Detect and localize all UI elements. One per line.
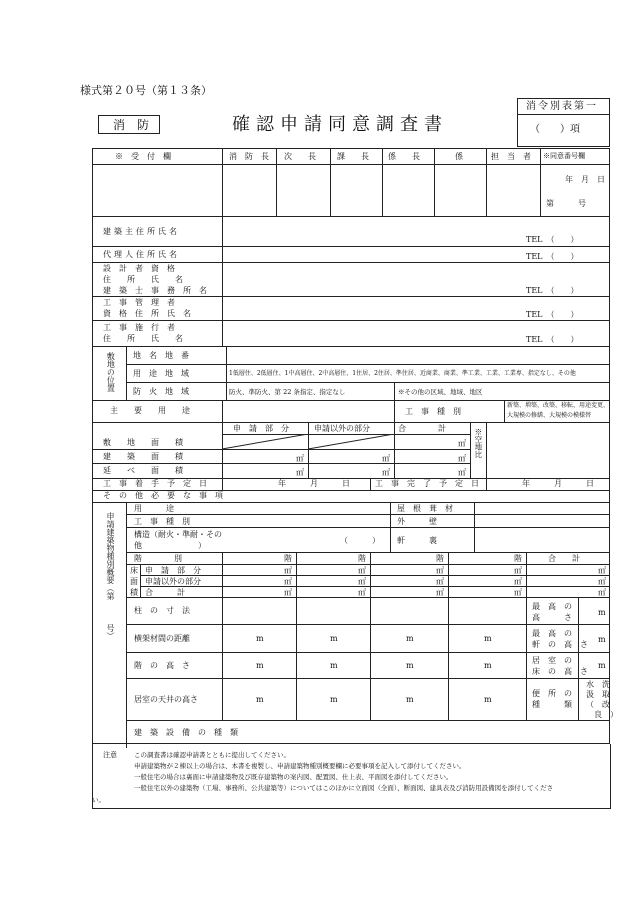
m-fh-4: m (484, 661, 492, 670)
floor-col-4: 階 (514, 554, 522, 563)
max-height-label-1: 最 高 の (532, 602, 572, 611)
supervisor-label-1: 工 事 管 理 者 (103, 298, 175, 307)
sqm-2-2: ㎡ (358, 577, 366, 586)
contractor-tel: TEL （ ） (526, 335, 579, 344)
end-date-label: 工 事 完 了 予 定 日 (375, 479, 479, 488)
toilet-pit: 汲 取 (586, 690, 610, 699)
m-fh-3: m (406, 661, 414, 670)
structure-paren: （ ） (340, 536, 380, 545)
reference-box (517, 98, 610, 147)
zoning-label: 用 途 地 域 (133, 369, 189, 378)
other-area-label: ※その他の区域、地域、地区 (398, 388, 483, 396)
m-beam-4: m (484, 634, 492, 643)
sqm-1-3: ㎡ (436, 566, 444, 575)
toilet-improved-1: （ 改 (586, 700, 610, 709)
site-area-diagonal-2 (308, 434, 394, 449)
m-beam-2: m (330, 634, 338, 643)
col-apply: 申 請 部 分 (233, 424, 289, 433)
floor-area-char-2: 面 (130, 577, 138, 586)
sqm-3-2: ㎡ (358, 588, 366, 597)
work-type-options-1: 新築、増築、改築、移転、用途変更、 (507, 402, 610, 409)
bldg-other-unit: ㎡ (382, 454, 390, 463)
start-date-value: 年 月 日 (278, 479, 350, 488)
staff-header: 係 (455, 152, 463, 161)
contractor-label-2: 住 所 氏 名 (103, 334, 183, 343)
site-area-label: 敷 地 面 積 (103, 438, 183, 447)
floor-total-unit: ㎡ (458, 468, 466, 477)
floor-area-char-3: 積 (130, 588, 138, 597)
work-type-label: 工 事 種 別 (405, 407, 461, 416)
col-other: 申請以外の部分 (314, 424, 370, 433)
toilet-flush: 水 洗 (586, 680, 610, 689)
reference-title: 消令別表第一 (526, 101, 598, 112)
consent-number: 第 号 (546, 199, 586, 208)
sqm-3-4: ㎡ (514, 588, 522, 597)
max-eave-label-1: 最 高 の (532, 629, 572, 638)
overview-side-label: 申請建築物種別概要（第 号） (106, 512, 115, 640)
coverage-ratio-label: ※空地比 (473, 428, 483, 458)
room-floor-label-1: 居 室 の (532, 656, 572, 665)
structure-label-1: 構造（耐火・準耐・その (134, 530, 222, 539)
main-use-label: 主 要 用 途 (110, 406, 190, 415)
floor-row-other: 申請以外の部分 (145, 577, 201, 586)
department-box (98, 115, 160, 134)
department-label: 消 防 (113, 118, 150, 132)
m-fh-2: m (330, 661, 338, 670)
max-eave-label-2: 軒 の 高 さ (532, 640, 588, 649)
toilet-label-2: 種 類 (532, 700, 572, 709)
wall-label: 外 壁 (397, 517, 437, 526)
receipt-header: ※ 受 付 欄 (115, 152, 171, 161)
sqm-2-5: ㎡ (598, 577, 606, 586)
sqm-2-4: ㎡ (514, 577, 522, 586)
max-height-label-2: 高 さ (532, 613, 572, 622)
supervisor-tel: TEL （ ） (526, 310, 579, 319)
incharge-header: 担 当 者 (491, 152, 531, 161)
floor-col-1: 階 (284, 554, 292, 563)
start-date-label: 工 事 着 手 予 定 日 (103, 479, 207, 488)
agent-label: 代理人住所氏名 (103, 250, 180, 259)
max-height-unit: m (598, 608, 606, 617)
designer-label-1: 設 計 者 資 格 (103, 264, 175, 273)
sqm-1-1: ㎡ (284, 566, 292, 575)
bldg-apply-unit: ㎡ (296, 454, 304, 463)
notes-label: 注意 (103, 751, 117, 759)
sqm-1-2: ㎡ (358, 566, 366, 575)
floor-row-apply: 申 請 部 分 (145, 566, 201, 575)
contractor-label-1: 工 事 施 行 者 (103, 323, 175, 332)
note-line-1: この調査書は確認申請書とともに提出してください。 (134, 751, 290, 759)
consent-number-header: ※同意番号欄 (543, 152, 585, 160)
designer-tel: TEL （ ） (526, 286, 579, 295)
floor-other-unit: ㎡ (382, 468, 390, 477)
fire-zone-options: 防火、準防火、第 22 条指定、指定なし (229, 388, 346, 396)
sqm-3-5: ㎡ (598, 588, 606, 597)
overview-use-label: 用 途 (134, 504, 174, 513)
room-floor-label-2: 床 の 高 さ (532, 667, 588, 676)
floor-col-2: 階 (358, 554, 366, 563)
m-ceil-2: m (330, 695, 338, 704)
col-total: 合 計 (398, 424, 446, 433)
supervisor-label-2: 資 格 住 所 氏 名 (103, 309, 191, 318)
note-line-5: い。 (92, 796, 105, 804)
deputy-header: 次 長 (284, 152, 316, 161)
floor-col-3: 階 (436, 554, 444, 563)
work-type-options-2: 大規模の修繕、大規模の模様替 (507, 412, 592, 419)
page-title: 確認申請同意調査書 (232, 114, 448, 135)
chief-header: 消 防 長 (229, 152, 269, 161)
m-beam-1: m (256, 634, 264, 643)
agent-tel: TEL （ ） (526, 252, 579, 261)
reference-item: （ ）項 (530, 124, 580, 135)
address-label: 地 名 地 番 (133, 351, 189, 360)
other-matters-label: そ の 他 必 要 な 事 項 (103, 491, 223, 500)
designer-label-2: 住 所 氏 名 (103, 275, 183, 284)
floor-row-total: 合 計 (145, 588, 185, 597)
ceiling-height-label: 居室の天井の高さ (134, 695, 198, 704)
consent-date: 年 月 日 (565, 175, 605, 184)
sqm-2-3: ㎡ (436, 577, 444, 586)
floor-area-label: 延 べ 面 積 (103, 466, 183, 475)
m-ceil-1: m (256, 695, 264, 704)
toilet-improved-2: 良 ） (586, 710, 618, 719)
owner-label: 建築主住所氏名 (103, 227, 180, 236)
equipment-label: 建 築 設 備 の 種 類 (134, 728, 238, 737)
note-line-3: 一般住宅の場合は裏面に申請建築物及び既存建築物の案内図、配置図、仕上表、平面図を添付してください。 (134, 773, 453, 781)
roof-label: 屋 根 葺 材 (397, 504, 453, 513)
m-beam-3: m (406, 634, 414, 643)
floor-total-header: 合 計 (548, 554, 580, 563)
end-date-value: 年 月 日 (522, 479, 594, 488)
eaves-label: 軒 裏 (397, 536, 437, 545)
beam-distance-label: 横架材間の距離 (134, 634, 190, 643)
site-area-unit: ㎡ (458, 439, 466, 448)
structure-label-2: 他 ） (134, 541, 206, 550)
sqm-2-1: ㎡ (284, 577, 292, 586)
owner-tel: TEL （ ） (526, 235, 579, 244)
sqm-1-4: ㎡ (514, 566, 522, 575)
site-area-diagonal (222, 434, 308, 449)
m-ceil-3: m (406, 695, 414, 704)
sqm-1-5: ㎡ (598, 566, 606, 575)
bldg-total-unit: ㎡ (458, 454, 466, 463)
section-header: 課 長 (337, 152, 369, 161)
max-eave-unit: m (598, 635, 606, 644)
site-location-label: 敷地の位置 (106, 352, 116, 392)
floor-header: 階 別 (134, 554, 182, 563)
overview-kind-label: 工 事 種 別 (134, 517, 190, 526)
column-dimension-label: 柱 の 寸 法 (134, 606, 190, 615)
room-floor-unit: m (598, 661, 606, 670)
m-ceil-4: m (484, 695, 492, 704)
floor-area-char-1: 床 (130, 566, 138, 575)
sqm-3-1: ㎡ (284, 588, 292, 597)
building-area-label: 建 築 面 積 (103, 452, 183, 461)
note-line-4: 一般住宅以外の建築物（工場、事務所、公共建築等）についてはこのほかに立面図（全面）、断面図、建具表及び消防用設備図を添付してくださ (134, 784, 554, 792)
subsection-header: 係 長 (388, 152, 420, 161)
toilet-label-1: 便 所 の (532, 689, 572, 698)
floor-apply-unit: ㎡ (296, 468, 304, 477)
form-number: 様式第２０号（第１３条） (80, 84, 212, 97)
note-line-2: 申請建築物が２棟以上の場合は、本書を複製し、申請建築物種別概要欄に必要事項を記入して添付してください。 (134, 762, 466, 770)
floor-height-label: 階 の 高 さ (134, 661, 190, 670)
m-fh-1: m (256, 661, 264, 670)
fire-zone-label: 防 火 地 域 (133, 387, 189, 396)
zoning-options: 1低層住、2低層住、1中高層住、2中高層住、1住居、2住居、準住居、近商業、商業、準工業、工業、工業専、指定なし、その他 (229, 370, 576, 377)
sqm-3-3: ㎡ (436, 588, 444, 597)
designer-label-3: 建 築 士 事 務 所 名 (103, 286, 207, 295)
